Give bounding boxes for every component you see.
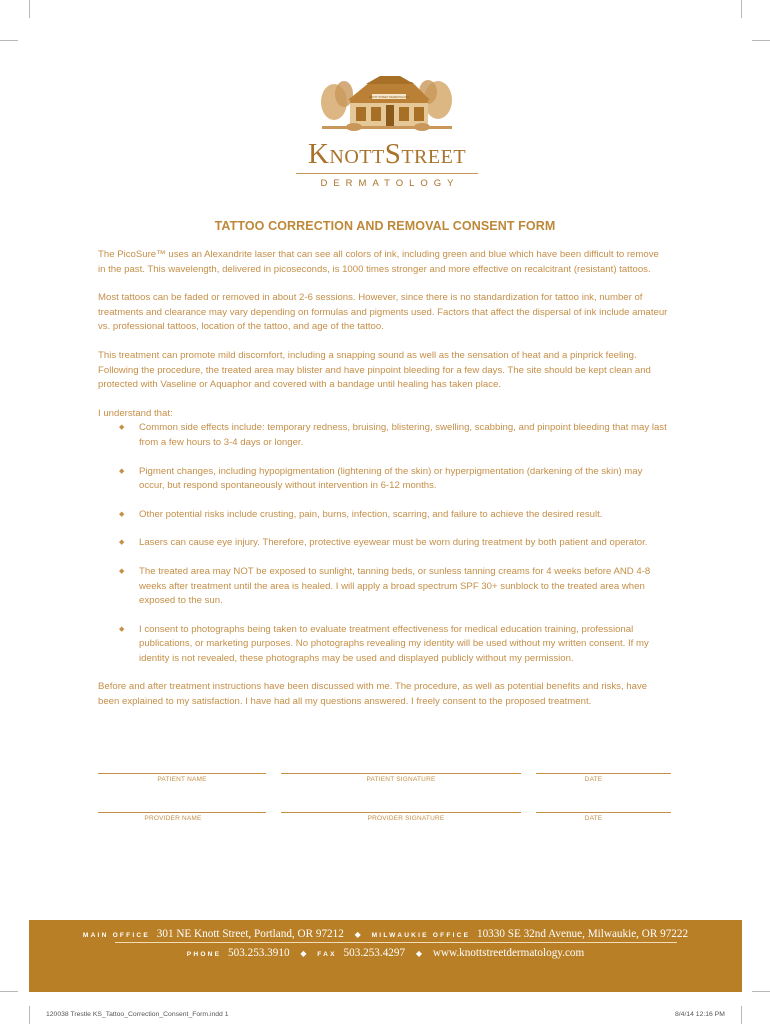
- brand-name: KnottStreet: [307, 138, 467, 170]
- website-link[interactable]: www.knottstreetdermatology.com: [432, 947, 585, 959]
- list-item-text: Common side effects include: temporary redness, bruising, blistering, swelling, scabbing, and pinpoint bleeding that may last from a few hours to 3-4 days or longer.: [139, 422, 667, 448]
- phone-label: PHONE: [186, 951, 222, 958]
- provider-date-line[interactable]: [536, 812, 671, 813]
- brand-logo: [296, 72, 478, 189]
- patient-date-label: DATE: [584, 776, 603, 783]
- diamond-bullet-icon: ◆: [119, 510, 125, 518]
- diamond-bullet-icon: ◆: [119, 424, 125, 432]
- fax-label: FAX: [317, 951, 337, 958]
- form-body: [98, 248, 668, 724]
- form-title: TATTOO CORRECTION AND REMOVAL CONSENT FORM: [214, 219, 556, 233]
- paragraph-sessions: Most tattoos can be faded or removed in about 2-6 sessions. However, since there is no standardization for tattoo ink, number of treatments and clearance may vary depending on formulas and pigments used. Factors that affect the dispersal of ink include amateur vs. professional tattoos, location of the tattoo, and age of the tattoo.: [98, 292, 668, 333]
- list-item-text: I consent to photographs being taken to evaluate treatment effectiveness for medical education training, professional publications, or marketing purposes. No photographs revealing my identity will be used without my written consent. If my identity is not revealed, these photographs may be used and displayed publicly without my permission.: [139, 623, 649, 664]
- diamond-bullet-icon: ◆: [119, 567, 125, 575]
- building-sign: KNOTT STREET DERMATOLOGY: [368, 96, 410, 99]
- diamond-separator-icon: ◆: [354, 930, 361, 939]
- list-item-text: The treated area may NOT be exposed to sunlight, tanning beds, or sunless tanning creams for 4 weeks before AND 4-8 weeks after treatment until the area is healed. I will apply a broad spectrum SPF 30+ sunblock to the treated area when exposed to the sun.: [139, 565, 651, 607]
- crop-mark: [752, 40, 770, 41]
- crop-mark: [0, 40, 18, 41]
- provider-name-label: PROVIDER NAME: [144, 815, 202, 822]
- list-item: [98, 465, 668, 494]
- diamond-bullet-icon: ◆: [119, 625, 125, 633]
- brand-subtitle: DERMATOLOGY: [320, 178, 460, 189]
- provider-signature-line[interactable]: [281, 812, 521, 813]
- footer-band: [29, 920, 742, 992]
- list-item: [98, 623, 668, 667]
- milwaukie-office-address: 10330 SE 32nd Avenue, Milwaukie, OR 97222: [476, 928, 689, 940]
- patient-name-label: PATIENT NAME: [157, 776, 207, 783]
- footer-addresses: [29, 928, 742, 940]
- print-slug-timestamp: 8/4/14 12:16 PM: [675, 1011, 725, 1018]
- crop-mark: [741, 0, 742, 18]
- provider-signature-label: PROVIDER SIGNATURE: [367, 815, 445, 822]
- acknowledgement-list: [98, 421, 668, 666]
- footer-contact: [29, 947, 742, 959]
- building-illustration: [320, 72, 454, 134]
- fax-number: 503.253.4297: [343, 947, 406, 959]
- crop-mark: [752, 991, 770, 992]
- print-slug-file: 120038 Trestle KS_Tattoo_Correction_Consent_Form.indd 1: [46, 1011, 229, 1018]
- closing-statement: Before and after treatment instructions have been discussed with me. The procedure, as well as potential benefits and risks, have been explained to my satisfaction. I have had all my questions answered. I freely consent to the proposed treatment.: [98, 681, 648, 708]
- list-item-text: Pigment changes, including hypopigmentation (lightening of the skin) or hyperpigmentation (darkening of the skin) may occur, but respond spontaneously without intervention in 6-12 months.: [139, 465, 643, 492]
- provider-name-line[interactable]: [98, 812, 266, 813]
- diamond-bullet-icon: ◆: [119, 539, 125, 547]
- milwaukie-office-label: MILWAUKIE OFFICE: [371, 932, 471, 939]
- signature-row-patient: [0, 773, 770, 793]
- main-office-label: MAIN OFFICE: [82, 932, 150, 939]
- provider-date-label: DATE: [584, 815, 603, 822]
- paragraph-picosure: The PicoSure™ uses an Alexandrite laser that can see all colors of ink, including green and blue which have been difficult to remove in the past. This wavelength, delivered in picoseconds, is 1000 times stronger and more effective on recalcitrant (resistant) tattoos.: [98, 249, 659, 275]
- diamond-separator-icon: ◆: [300, 949, 307, 958]
- patient-name-line[interactable]: [98, 773, 266, 774]
- diamond-bullet-icon: ◆: [119, 467, 125, 475]
- phone-number: 503.253.3910: [228, 947, 290, 959]
- patient-signature-line[interactable]: [281, 773, 521, 774]
- list-item: [98, 536, 668, 551]
- crop-mark: [741, 1006, 742, 1024]
- diamond-separator-icon: ◆: [415, 949, 423, 958]
- patient-signature-label: PATIENT SIGNATURE: [366, 776, 436, 783]
- understand-intro: I understand that:: [98, 407, 173, 419]
- crop-mark: [29, 0, 30, 18]
- main-office-address: 301 NE Knott Street, Portland, OR 97212: [156, 928, 344, 940]
- paragraph-discomfort: This treatment can promote mild discomfort, including a snapping sound as well as the sensation of heat and a pinprick feeling. Following the procedure, the treated area may blister and have pinpoint bleeding for a few days. The site should be kept clean and protected with Vaseline or Aquaphor and covered with a bandage until healing has taken place.: [98, 349, 651, 391]
- patient-date-line[interactable]: [536, 773, 671, 774]
- list-item: [98, 508, 668, 523]
- list-item: [98, 421, 668, 450]
- crop-mark: [0, 991, 18, 992]
- list-item: [98, 565, 668, 609]
- crop-mark: [29, 1006, 30, 1024]
- logo-divider: [296, 173, 478, 174]
- list-item-text: Other potential risks include crusting, pain, burns, infection, scarring, and failure to achieve the desired result.: [139, 508, 603, 520]
- list-item-text: Lasers can cause eye injury. Therefore, protective eyewear must be worn during treatment by both patient and operator.: [139, 537, 648, 549]
- signature-row-provider: [0, 812, 770, 832]
- footer-divider: [115, 942, 677, 943]
